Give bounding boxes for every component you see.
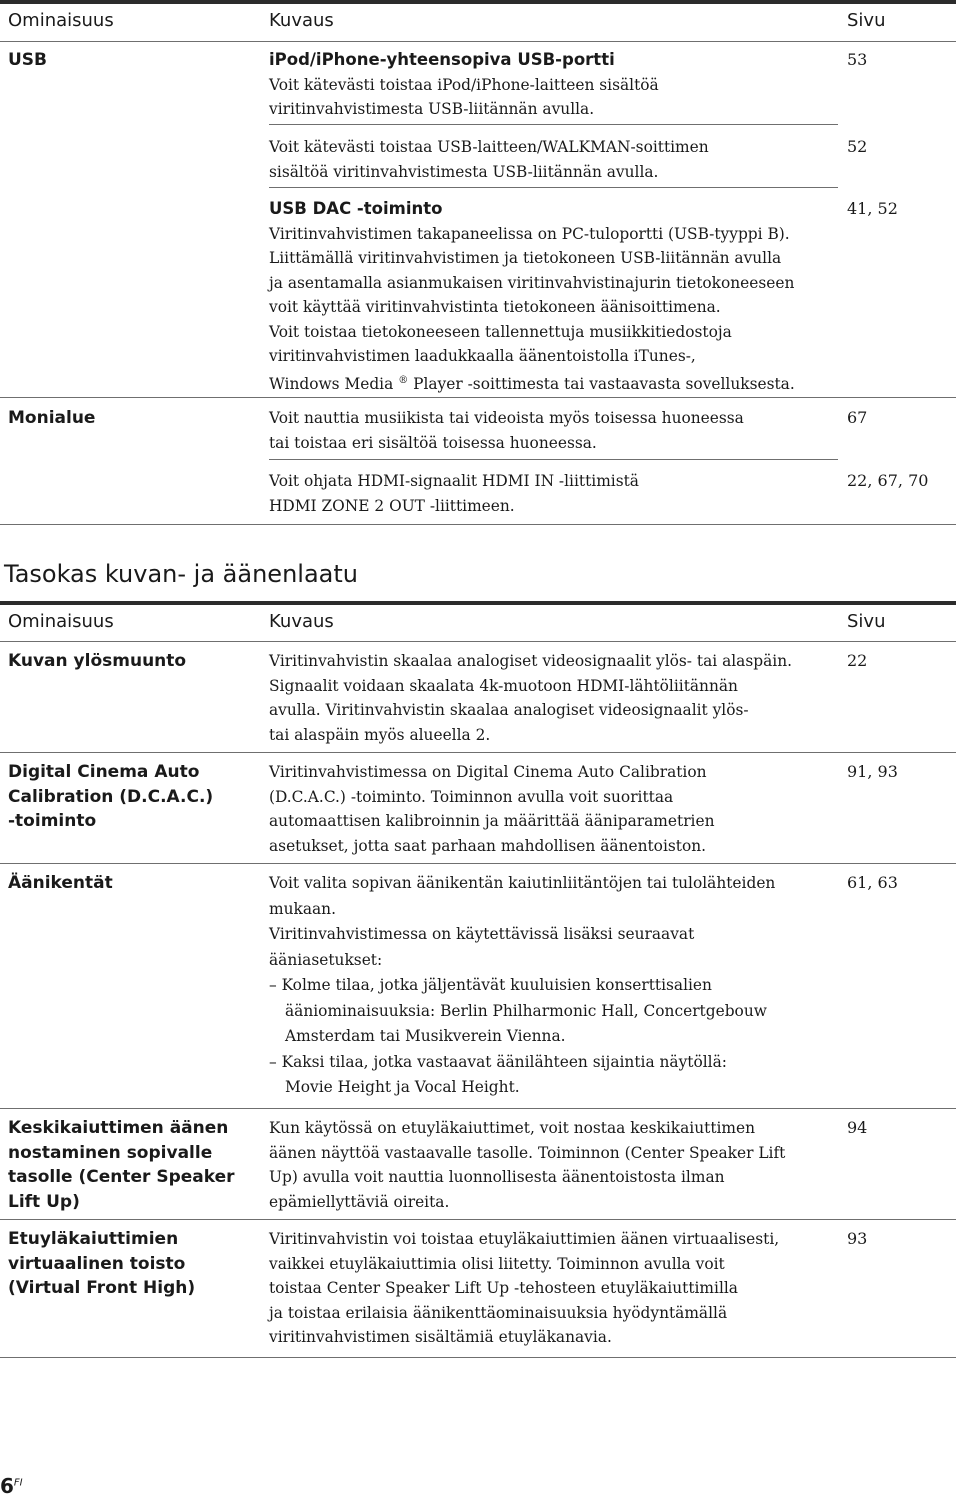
desc-line: ääniasetukset: (269, 950, 383, 969)
desc-line: tai alaspäin myös alueella 2. (269, 725, 491, 744)
desc-line: Viritinvahvistin voi toistaa etuyläkaiuttimien äänen virtuaalisesti, (269, 1230, 780, 1248)
monialue-item1-page: 67 (847, 408, 868, 427)
desc-dcac (269, 760, 715, 858)
monialue-item2-page: 22, 67, 70 (847, 471, 929, 490)
desc-bullet: – Kolme tilaa, jotka jäljentävät kuuluisien konserttisalien (269, 976, 712, 994)
feature-line: Äänikentät (8, 873, 113, 893)
usb-item-dac-page: 41, 52 (847, 199, 898, 218)
usb-item-ipod (269, 48, 659, 122)
table1-header-rule (0, 41, 956, 42)
desc-line: Viritinvahvistimen takapaneelissa on PC-tuloportti (USB-tyyppi B). (269, 224, 790, 243)
usb-item-ipod-page: 53 (847, 50, 868, 69)
desc-line: Viritinvahvistin skaalaa analogiset videosignaalit ylös- tai alaspäin. (269, 652, 793, 670)
desc-virtual-front-high (269, 1227, 779, 1350)
row-divider-full (0, 1219, 956, 1220)
desc-line: Voit ohjata HDMI-signaalit HDMI IN -liittimistä (269, 472, 639, 490)
desc-line: viritinvahvistimen sisältämiä etuyläkanavia. (269, 1328, 612, 1346)
desc-line: automaattisen kalibroinnin ja määrittää ääniparametrien (269, 812, 715, 830)
desc-line: epämiellyttäviä oireita. (269, 1192, 450, 1211)
feature-aanikentat (8, 871, 113, 896)
feature-virtual-front-high (8, 1227, 195, 1301)
feature-line: Kuvan ylösmuunto (8, 651, 187, 671)
page-virtual-front-high: 93 (847, 1229, 868, 1248)
desc-kuvan-ylosmuunto (269, 649, 792, 747)
page-dcac: 91, 93 (847, 762, 898, 781)
desc-bullet-cont: Movie Height ja Vocal Height. (285, 1078, 520, 1096)
feature-line: Lift Up) (8, 1191, 80, 1212)
desc-center-speaker-lift-up (269, 1116, 785, 1214)
registered-mark: ® (398, 374, 409, 386)
usb-item-ipod-title: iPod/iPhone-yhteensopiva USB-portti (269, 50, 615, 69)
row-divider (269, 124, 838, 125)
desc-line: Signaalit voidaan skaalata 4k-muotoon HDMI-lähtöliitännän (269, 676, 738, 695)
table2-header-page: Sivu (847, 611, 886, 632)
usb-item-walkman-desc (269, 135, 709, 184)
desc-line: ja toistaa erilaisia äänikenttäominaisuuksia hyödyntämällä (269, 1303, 728, 1322)
desc-line: mukaan. (269, 899, 336, 918)
usb-item-walkman-page: 52 (847, 137, 868, 156)
feature-line: Calibration (D.C.A.C.) (8, 786, 214, 807)
table1-header-feature: Ominaisuus (8, 10, 114, 31)
table1-header-description: Kuvaus (269, 10, 334, 31)
feature-line: tasolle (Center Speaker (8, 1167, 235, 1187)
feature-usb: USB (8, 50, 48, 70)
usb-item-ipod-desc (269, 73, 659, 122)
desc-line: Viritinvahvistimessa on Digital Cinema Auto Calibration (269, 763, 707, 781)
desc-line: avulla. Viritinvahvistin skaalaa analogiset videosignaalit ylös- (269, 701, 749, 719)
usb-item-dac (269, 197, 795, 396)
table1-top-rule (0, 0, 956, 4)
desc-bullet: – Kaksi tilaa, jotka vastaavat äänilähteen sijaintia näytöllä: (269, 1052, 727, 1071)
table1-bottom-rule (0, 524, 956, 525)
desc-line: Voit nauttia musiikista tai videoista myös toisessa huoneessa (269, 409, 744, 427)
feature-center-speaker-lift-up (8, 1116, 235, 1214)
section-title: Tasokas kuvan- ja äänenlaatu (4, 560, 358, 588)
desc-line: (D.C.A.C.) -toiminto. Toiminnon avulla voit suorittaa (269, 787, 674, 806)
desc-line: Voit valita sopivan äänikentän kaiutinliitäntöjen tai tulolähteiden (269, 874, 776, 892)
desc-line: toistaa Center Speaker Lift Up -tehosteen etuyläkaiuttimilla (269, 1279, 738, 1297)
row-divider-full (0, 863, 956, 864)
table2-top-rule (0, 601, 956, 605)
desc-line: Kun käytössä on etuyläkaiuttimet, voit nostaa keskikaiuttimen (269, 1119, 756, 1137)
text-windows-media: Windows Media (269, 374, 394, 393)
row-divider-full (0, 397, 956, 398)
desc-line: asetukset, jotta saat parhaan mahdollisen äänentoiston. (269, 836, 707, 855)
feature-line: Etuyläkaiuttimien (8, 1229, 179, 1249)
desc-line: voit käyttää viritinvahvistinta tietokoneen äänisoittimena. (269, 298, 721, 316)
desc-line: Viritinvahvistimessa on käytettävissä lisäksi seuraavat (269, 925, 695, 943)
feature-line: virtuaalinen toisto (8, 1253, 186, 1274)
page-number-lang: FI (13, 1477, 23, 1489)
desc-bullet-cont: Amsterdam tai Musikverein Vienna. (285, 1027, 566, 1045)
table2-header-feature: Ominaisuus (8, 611, 114, 632)
table1-header-page: Sivu (847, 10, 886, 31)
row-divider (269, 187, 838, 188)
desc-line: Liittämällä viritinvahvistimen ja tietokoneen USB-liitännän avulla (269, 249, 782, 267)
desc-line: viritinvahvistimesta USB-liitännän avulla. (269, 100, 595, 118)
table2-bottom-rule (0, 1357, 956, 1358)
monialue-item1-desc (269, 406, 744, 455)
feature-line: (Virtual Front High) (8, 1278, 196, 1298)
feature-monialue: Monialue (8, 408, 96, 428)
table2-header-rule (0, 641, 956, 642)
desc-bullet-cont: ääniominaisuuksia: Berlin Philharmonic Hall, Concertgebouw (285, 1001, 767, 1020)
page-aanikentat: 61, 63 (847, 873, 898, 892)
desc-line: viritinvahvistimen laadukkaalla äänentoistolla iTunes-, (269, 347, 696, 365)
feature-line: Keskikaiuttimen äänen (8, 1118, 229, 1138)
feature-line: nostaminen sopivalle (8, 1142, 213, 1163)
monialue-item2-desc (269, 469, 639, 518)
desc-aanikentat (269, 871, 775, 1101)
row-divider-full (0, 1108, 956, 1109)
desc-line-windows-media (269, 369, 795, 397)
desc-line: HDMI ZONE 2 OUT -liittimeen. (269, 496, 515, 515)
feature-dcac (8, 760, 213, 834)
desc-line: äänen näyttöä vastaavalle tasolle. Toiminnon (Center Speaker Lift (269, 1143, 786, 1162)
page-number-value: 6 (0, 1474, 14, 1498)
feature-line: -toiminto (8, 811, 97, 831)
desc-line: Up) avulla voit nauttia luonnollisesta äänentoistosta ilman (269, 1168, 725, 1186)
page-kuvan-ylosmuunto: 22 (847, 651, 868, 670)
desc-line: tai toistaa eri sisältöä toisessa huoneessa. (269, 433, 597, 452)
usb-item-dac-title: USB DAC -toiminto (269, 199, 443, 218)
page-number (0, 1474, 23, 1498)
usb-item-dac-desc (269, 222, 795, 397)
text-player: Player -soittimesta tai vastaavasta sovelluksesta. (408, 374, 795, 393)
feature-kuvan-ylosmuunto (8, 649, 186, 674)
desc-line: sisältöä viritinvahvistimesta USB-liitännän avulla. (269, 162, 659, 181)
page-center-speaker-lift-up: 94 (847, 1118, 868, 1137)
feature-line: Digital Cinema Auto (8, 762, 200, 782)
desc-line: Voit kätevästi toistaa USB-laitteen/WALKMAN-soittimen (269, 138, 709, 156)
desc-line: Voit kätevästi toistaa iPod/iPhone-laitteen sisältöä (269, 75, 659, 94)
row-divider (269, 459, 838, 460)
table2-header-description: Kuvaus (269, 611, 334, 632)
desc-line: ja asentamalla asianmukaisen viritinvahvistinajurin tietokoneeseen (269, 273, 795, 292)
desc-line: Voit toistaa tietokoneeseen tallennettuja musiikkitiedostoja (269, 322, 732, 341)
desc-line: vaikkei etuyläkaiuttimia olisi liitetty. Toiminnon avulla voit (269, 1254, 725, 1273)
row-divider-full (0, 752, 956, 753)
